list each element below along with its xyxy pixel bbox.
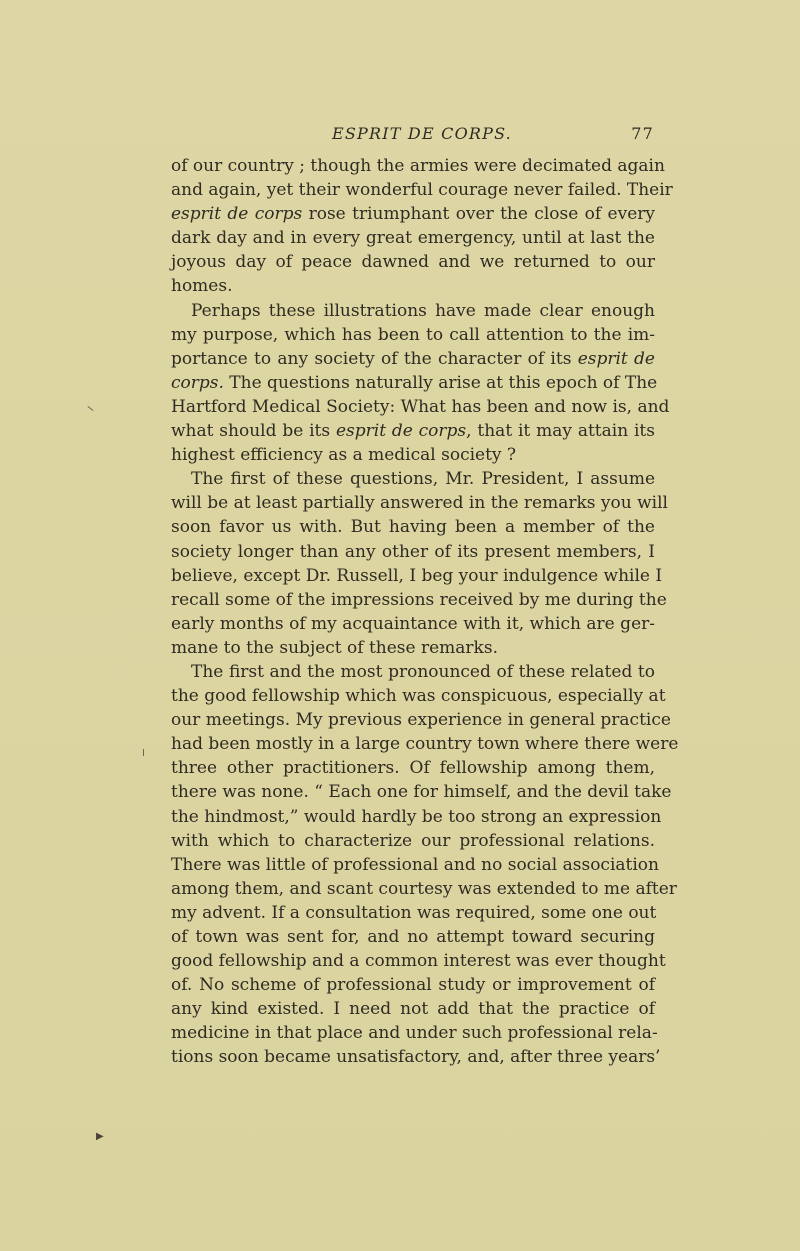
text-line: with which to characterize our professional relations.: [171, 830, 655, 851]
text-line: highest efficiency as a medical society ?: [171, 445, 517, 466]
text-line: of our country ; though the armies were decimated again: [171, 156, 665, 176]
text-line: portance to any society of the character of its esprit de: [171, 348, 655, 369]
text-line: soon favor us with. But having been a member of the: [171, 517, 655, 538]
text-line: among them, and scant courtesy was extended to me after: [171, 878, 677, 899]
text-line: homes.: [171, 276, 233, 297]
text-line: joyous day of peace dawned and we returned to our: [171, 252, 655, 273]
text-line: three other practitioners. Of fellowship among them,: [171, 758, 655, 779]
running-title: ESPRIT DE CORPS.: [332, 124, 512, 143]
text-line: of town was sent for, and no attempt toward securing: [171, 927, 655, 947]
text-line: mane to the subject of these remarks.: [171, 637, 498, 658]
text-line: There was little of professional and no social association: [171, 854, 659, 875]
text-line: of. No scheme of professional study or improvement of: [171, 975, 655, 996]
margin-mark: [87, 406, 93, 411]
text-line: the good fellowship which was conspicuous, especially at: [171, 686, 666, 707]
text-line: believe, except Dr. Russell, I beg your indulgence while I: [171, 565, 663, 586]
arrow-icon: ▶: [96, 1131, 104, 1142]
text-line: my advent. If a consultation was required, some one out: [171, 902, 657, 923]
text-line: early months of my acquaintance with it, which are ger-: [171, 613, 655, 634]
page-number: 77: [631, 124, 654, 143]
text-line: my purpose, which has been to call attention to the im-: [171, 324, 655, 345]
text-line: recall some of the impressions received by me during the: [171, 589, 667, 610]
margin-mark: [143, 749, 144, 756]
text-line: The first of these questions, Mr. President, I assume: [191, 469, 655, 490]
text-line: there was none. “ Each one for himself, and the devil take: [171, 782, 672, 803]
text-line: our meetings. My previous experience in general practice: [171, 710, 671, 731]
text-line: The first and the most pronounced of these related to: [191, 661, 655, 682]
text-line: good fellowship and a common interest was ever thought: [171, 951, 666, 972]
text-line: Perhaps these illustrations have made clear enough: [191, 300, 655, 321]
text-line: any kind existed. I need not add that the practice of: [171, 999, 655, 1020]
text-line: what should be its esprit de corps, that it may attain its: [171, 421, 655, 442]
text-line: and again, yet their wonderful courage never failed. Their: [171, 180, 673, 201]
text-line: medicine in that place and under such professional rela-: [171, 1023, 658, 1044]
text-line: corps. The questions naturally arise at this epoch of The: [171, 372, 658, 393]
text-line: tions soon became unsatisfactory, and, after three years’: [171, 1047, 661, 1068]
body-text: [171, 154, 679, 1070]
text-line: dark day and in every great emergency, until at last the: [171, 228, 655, 249]
text-line: will be at least partially answered in the remarks you will: [171, 493, 668, 514]
text-line: esprit de corps rose triumphant over the close of every: [171, 204, 655, 225]
running-head: [176, 124, 654, 148]
text-line: Hartford Medical Society: What has been and now is, and: [171, 396, 670, 417]
text-line: the hindmost,” would hardly be too strong an expression: [171, 806, 662, 827]
text-line: society longer than any other of its present members, I: [171, 541, 655, 562]
text-line: had been mostly in a large country town where there were: [171, 734, 679, 755]
